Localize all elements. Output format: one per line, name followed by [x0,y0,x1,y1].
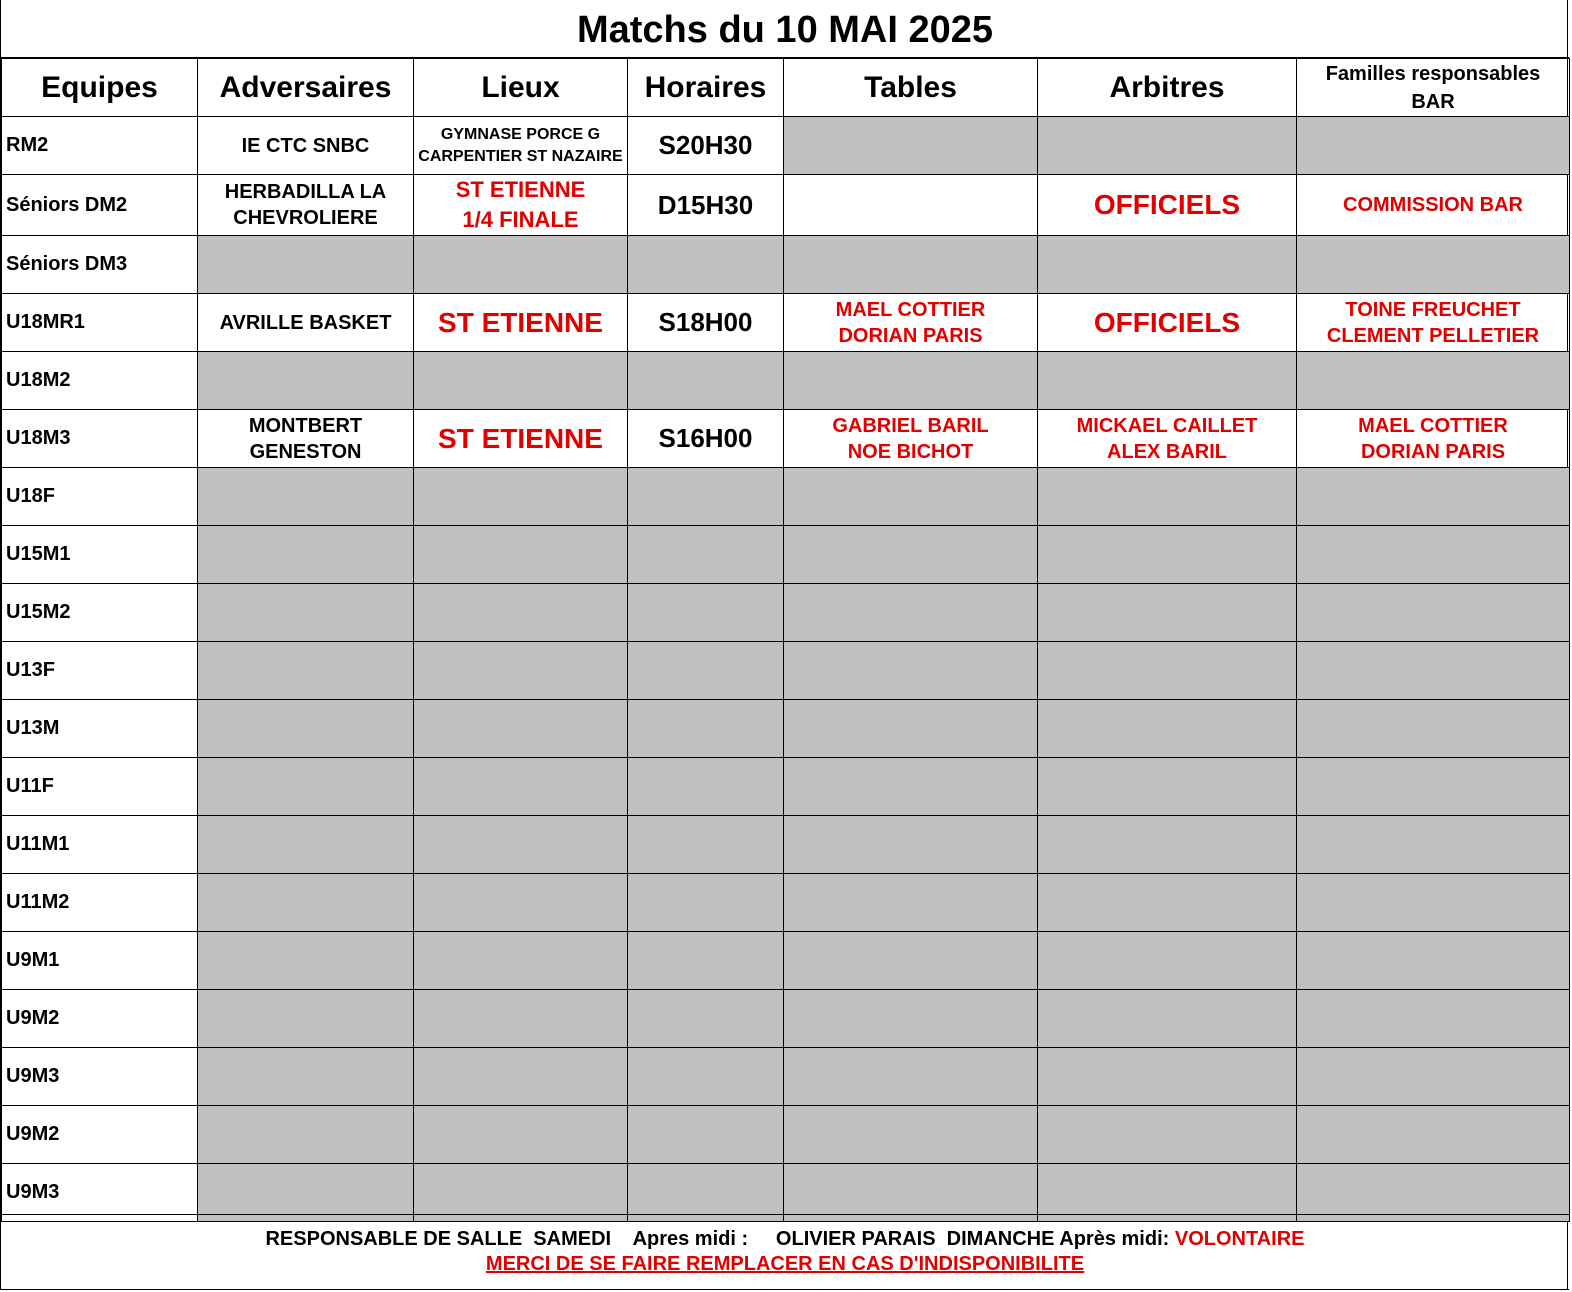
lieu-cell [414,410,628,468]
team-cell: U18F [2,468,198,526]
arbitres-cell [1038,526,1297,584]
bar-cell [1297,1164,1570,1222]
header-equipes: Equipes [2,59,198,117]
adv-cell [198,468,414,526]
tables-line: DORIAN PARIS [838,324,983,347]
lieu-cell [414,1048,628,1106]
table-row [2,352,1570,410]
tables-cell [784,352,1038,410]
lieu-cell [414,526,628,584]
arbitres-cell [1038,700,1297,758]
header-tables: Tables [784,59,1038,117]
table-row [2,1106,1570,1164]
tables-cell [784,526,1038,584]
bar-cell [1297,294,1570,352]
tables-cell [784,584,1038,642]
tables-cell [784,117,1038,175]
arbitres-cell [1038,1106,1297,1164]
arbitres-cell [1038,990,1297,1048]
adv-cell [198,410,414,468]
arbitres-cell [1038,932,1297,990]
bar-cell [1297,700,1570,758]
table-row [2,758,1570,816]
adv-line: CHEVROLIERE [233,207,378,229]
page-title: Matchs du 10 MAI 2025 [1,0,1569,58]
arbitres-cell [1038,874,1297,932]
arbitres-cell [1038,758,1297,816]
horaire-cell [628,758,784,816]
header-familles-line2: BAR [1411,90,1455,113]
header-arbitres: Arbitres [1038,59,1297,117]
horaire-cell [628,700,784,758]
tables-cell [784,1048,1038,1106]
adv-line: GENESTON [249,440,362,463]
adv-line: HERBADILLA LA [224,181,387,203]
lieu-cell [414,175,628,236]
lieu-cell [414,584,628,642]
team-cell: U9M2 [2,990,198,1048]
bar-cell [1297,584,1570,642]
arbitres-cell [1038,117,1297,175]
arbitres-cell [1038,816,1297,874]
team-cell: U9M2 [2,1106,198,1164]
arbitres-cell [1038,1164,1297,1222]
adv-cell [198,1048,414,1106]
footer-responsable [1,1227,1569,1251]
arbitres-cell [1038,352,1297,410]
header-adversaires: Adversaires [198,59,414,117]
horaire-cell: D15H30 [628,175,784,236]
team-cell: U11F [2,758,198,816]
team-cell: U9M1 [2,932,198,990]
table-row [2,468,1570,526]
team-cell: U11M2 [2,874,198,932]
horaire-cell [628,1106,784,1164]
footer [1,1214,1569,1290]
tables-line: NOE BICHOT [847,440,974,463]
adv-line: MONTBERT [248,414,363,437]
table-row [2,816,1570,874]
header-familles [1297,59,1570,117]
bar-line: TOINE FREUCHET [1345,298,1521,321]
tables-cell [784,410,1038,468]
lieu-line: ST ETIENNE [455,177,586,202]
bar-line: MAEL COTTIER [1358,414,1508,437]
header-familles-line1: Familles responsables [1325,62,1541,85]
tables-cell [784,816,1038,874]
horaire-cell [628,584,784,642]
lieu-cell [414,700,628,758]
bar-cell [1297,874,1570,932]
horaire-cell [628,526,784,584]
lieu-cell [414,1106,628,1164]
lieu-line: ST ETIENNE [438,306,603,338]
tables-cell [784,990,1038,1048]
table-row [2,236,1570,294]
footer-responsable-text: RESPONSABLE DE SALLE SAMEDI Apres midi : OLIVIER PARAIS DIMANCHE Après midi: [265,1228,1175,1250]
horaire-cell [628,1164,784,1222]
arbitres-cell [1038,175,1297,236]
table-row [2,1048,1570,1106]
bar-cell [1297,816,1570,874]
arbitres-cell [1038,468,1297,526]
lieu-line: GYMNASE PORCE G [440,125,601,143]
table-row [2,700,1570,758]
adv-cell [198,352,414,410]
adv-cell [198,816,414,874]
lieu-cell [414,758,628,816]
header-lieux: Lieux [414,59,628,117]
arbitres-cell [1038,410,1297,468]
bar-cell [1297,1048,1570,1106]
lieu-cell [414,294,628,352]
arbitres-cell [1038,1048,1297,1106]
adv-cell [198,874,414,932]
tables-cell [784,175,1038,236]
horaire-cell [628,468,784,526]
adv-cell [198,758,414,816]
adv-cell [198,1164,414,1222]
tables-cell [784,700,1038,758]
team-cell: U15M1 [2,526,198,584]
adv-cell [198,236,414,294]
tables-cell [784,758,1038,816]
adv-line: IE CTC SNBC [241,134,370,157]
bar-cell [1297,642,1570,700]
bar-cell [1297,932,1570,990]
bar-line: COMMISSION BAR [1343,194,1523,216]
lieu-cell [414,990,628,1048]
adv-cell [198,990,414,1048]
horaire-cell [628,236,784,294]
horaire-cell [628,932,784,990]
schedule-body [2,117,1570,1222]
tables-cell [784,874,1038,932]
lieu-line: CARPENTIER ST NAZAIRE [418,147,623,165]
table-row [2,642,1570,700]
horaire-cell: S16H00 [628,410,784,468]
header-row [2,59,1570,117]
team-cell: Séniors DM2 [2,175,198,236]
bar-cell [1297,410,1570,468]
table-row [2,294,1570,352]
adv-cell [198,932,414,990]
table-row [2,117,1570,175]
horaire-cell [628,642,784,700]
team-cell: U9M3 [2,1048,198,1106]
lieu-cell [414,468,628,526]
bar-cell [1297,526,1570,584]
lieu-line: 1/4 FINALE [462,207,579,232]
schedule-table [1,58,1570,1222]
tables-cell [784,1164,1038,1222]
table-row [2,932,1570,990]
team-cell: U15M2 [2,584,198,642]
horaire-cell: S20H30 [628,117,784,175]
tables-cell [784,236,1038,294]
bar-cell [1297,236,1570,294]
footer-volontaire: VOLONTAIRE [1174,1228,1305,1250]
bar-line: CLEMENT PELLETIER [1326,324,1540,347]
arbitres-cell [1038,642,1297,700]
table-row [2,175,1570,236]
team-cell: U11M1 [2,816,198,874]
bar-line: DORIAN PARIS [1360,440,1506,463]
arbitres-cell [1038,236,1297,294]
team-cell: U18M2 [2,352,198,410]
lieu-cell [414,1164,628,1222]
lieu-cell [414,816,628,874]
adv-cell [198,584,414,642]
tables-cell [784,642,1038,700]
adv-cell [198,294,414,352]
adv-cell [198,642,414,700]
table-row [2,410,1570,468]
horaire-cell: S18H00 [628,294,784,352]
bar-cell [1297,175,1570,236]
arbitres-line: ALEX BARIL [1107,440,1227,463]
arbitres-line: MICKAEL CAILLET [1076,414,1258,437]
team-cell: U13M [2,700,198,758]
horaire-cell [628,816,784,874]
horaire-cell [628,990,784,1048]
arbitres-cell [1038,294,1297,352]
table-row [2,1164,1570,1222]
adv-cell [198,117,414,175]
tables-cell [784,932,1038,990]
arbitres-cell [1038,584,1297,642]
bar-cell [1297,117,1570,175]
adv-cell [198,526,414,584]
table-row [2,874,1570,932]
adv-line: AVRILLE BASKET [219,311,392,334]
header-horaires: Horaires [628,59,784,117]
footer-notice: MERCI DE SE FAIRE REMPLACER EN CAS D'INDISPONIBILITE [485,1253,1085,1275]
team-cell: RM2 [2,117,198,175]
horaire-cell [628,352,784,410]
lieu-cell [414,642,628,700]
lieu-line: ST ETIENNE [438,422,603,454]
team-cell: U13F [2,642,198,700]
bar-cell [1297,1106,1570,1164]
lieu-cell [414,117,628,175]
team-cell: U18MR1 [2,294,198,352]
horaire-cell [628,874,784,932]
tables-line: MAEL COTTIER [835,298,986,321]
arbitres-line: OFFICIELS [1093,189,1241,220]
horaire-cell [628,1048,784,1106]
adv-cell [198,175,414,236]
bar-cell [1297,758,1570,816]
arbitres-line: OFFICIELS [1093,306,1241,338]
bar-cell [1297,990,1570,1048]
tables-cell [784,294,1038,352]
lieu-cell [414,874,628,932]
table-row [2,584,1570,642]
tables-line: GABRIEL BARIL [832,414,989,437]
table-row [2,526,1570,584]
lieu-cell [414,352,628,410]
tables-cell [784,468,1038,526]
lieu-cell [414,932,628,990]
team-cell: U9M3 [2,1164,198,1222]
lieu-cell [414,236,628,294]
bar-cell [1297,468,1570,526]
adv-cell [198,1106,414,1164]
team-cell: U18M3 [2,410,198,468]
bar-cell [1297,352,1570,410]
adv-cell [198,700,414,758]
team-cell: Séniors DM3 [2,236,198,294]
tables-cell [784,1106,1038,1164]
table-row [2,990,1570,1048]
